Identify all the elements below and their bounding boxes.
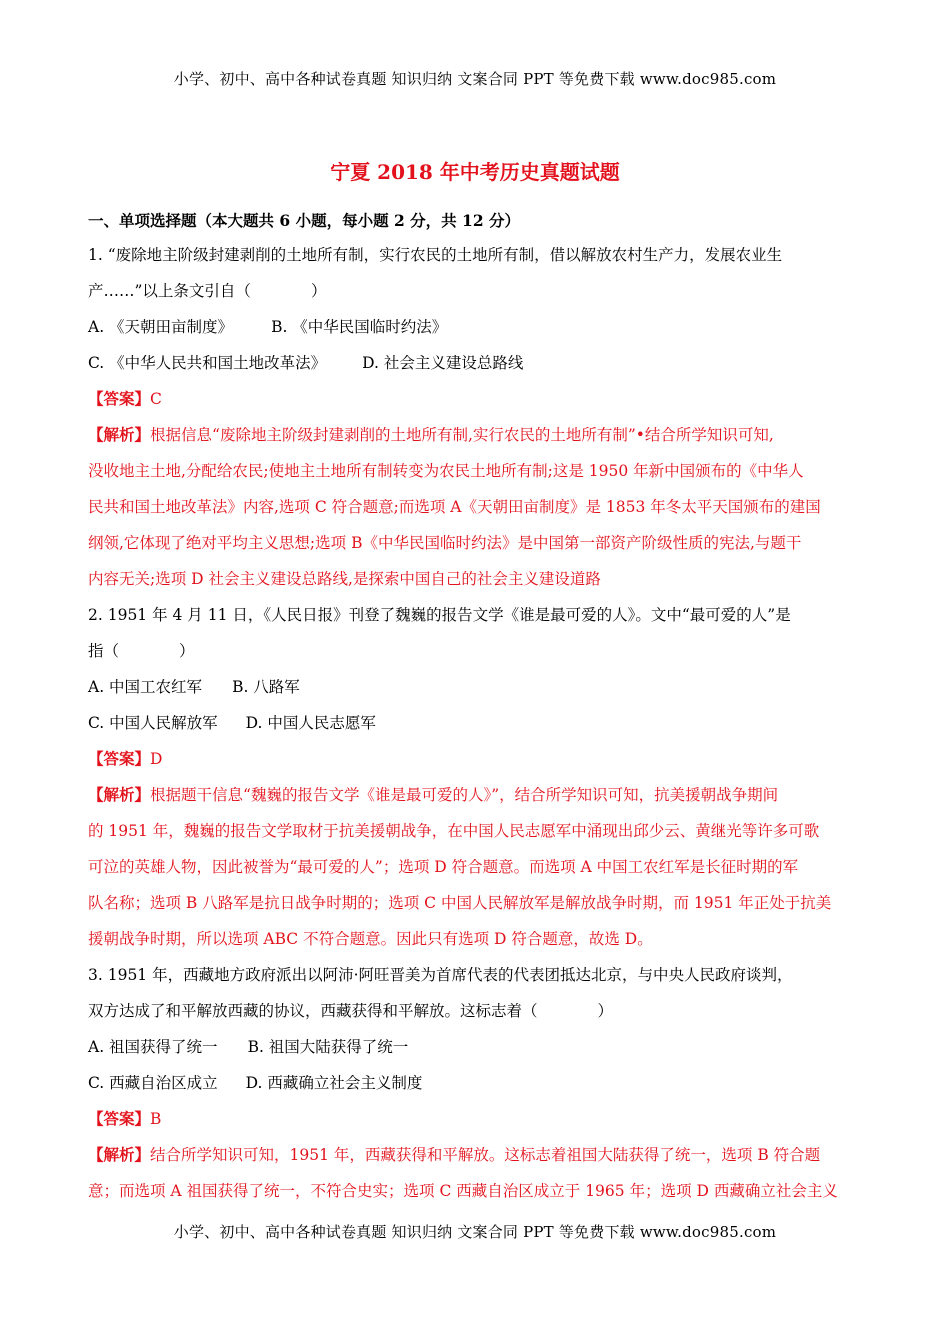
q3-stem-close: ） — [597, 1002, 614, 1020]
q3-option-a: A. 祖国获得了统一 — [88, 1038, 218, 1056]
answer-tag: 【答案】 — [88, 1109, 151, 1128]
q3-option-d: D. 西藏确立社会主义制度 — [245, 1074, 423, 1092]
analysis-tag: 【解析】 — [88, 425, 151, 444]
questions-body — [88, 240, 868, 1212]
q1-analysis-line5: 内容无关;选项 D 社会主义建设总路线,是探索中国自己的社会主义建设道路 — [88, 570, 601, 588]
q1-stem-text: 产……”以上条文引自（ — [88, 282, 251, 300]
q1-option-c: C. 《中华人民共和国土地改革法》 — [88, 354, 327, 372]
answer-value: B — [150, 1110, 162, 1128]
page-footer: 小学、初中、高中各种试卷真题 知识归纳 文案合同 PPT 等免费下载 www.doc985.com — [173, 1223, 777, 1241]
q3-analysis-line2: 意；而选项 A 祖国获得了统一，不符合史实；选项 C 西藏自治区成立于 1965 年；选项 D 西藏确立社会主义 — [88, 1182, 838, 1200]
answer-tag: 【答案】 — [88, 389, 151, 408]
q2-analysis-line2: 的 1951 年，魏巍的报告文学取材于抗美援朝战争，在中国人民志愿军中涌现出邱少云、黄继光等许多可歌 — [88, 822, 820, 840]
q2-options-row2 — [88, 708, 868, 744]
q3-stem-text: 双方达成了和平解放西藏的协议，西藏获得和平解放。这标志着（ — [88, 1002, 538, 1020]
page-title: 宁夏 2018 年中考历史真题试题 — [330, 160, 620, 184]
q3-stem-line2 — [88, 996, 868, 1032]
q1-option-d: D. 社会主义建设总路线 — [362, 354, 524, 372]
q2-analysis-line4: 队名称；选项 B 八路军是抗日战争时期的；选项 C 中国人民解放军是解放战争时期，而 1951 年正处于抗美 — [88, 894, 832, 912]
q2-analysis-line1 — [88, 780, 868, 816]
q2-option-a: A. 中国工农红军 — [88, 678, 203, 696]
q3-analysis-line1 — [88, 1140, 868, 1176]
q2-option-d: D. 中国人民志愿军 — [245, 714, 376, 732]
q1-analysis-line4: 纲领,它体现了绝对平均主义思想;选项 B《中华民国临时约法》是中国第一部资产阶级性质的宪法,与题干 — [88, 534, 802, 552]
q1-options-row2 — [88, 348, 868, 384]
q1-analysis-line2: 没收地主土地,分配给农民;使地主土地所有制转变为农民土地所有制;这是 1950 年新中国颁布的《中华人 — [88, 462, 804, 480]
q1-options-row1 — [88, 312, 868, 348]
q2-option-c: C. 中国人民解放军 — [88, 714, 218, 732]
q2-analysis-line3: 可泣的英雄人物，因此被誉为“最可爱的人”；选项 D 符合题意。而选项 A 中国工农红军是长征时期的军 — [88, 858, 799, 876]
q2-stem-close: ） — [179, 642, 195, 660]
q2-answer — [88, 744, 868, 780]
q2-stem-line1: 2. 1951 年 4 月 11 日，《人民日报》刊登了魏巍的报告文学《谁是最可爱的人》。文中“最可爱的人”是 — [88, 606, 791, 624]
analysis-tag: 【解析】 — [88, 1145, 151, 1164]
q1-stem-close: ） — [310, 282, 327, 300]
q2-analysis-line5: 援朝战争时期，所以选项 ABC 不符合题意。因此只有选项 D 符合题意，故选 D。 — [88, 930, 653, 948]
answer-tag: 【答案】 — [88, 749, 151, 768]
analysis-text: 根据信息“废除地主阶级封建剥削的土地所有制,实行农民的土地所有制”•结合所学知识可知, — [150, 426, 774, 444]
q1-analysis-line3: 民共和国土地改革法》内容,选项 C 符合题意;而选项 A《天朝田亩制度》是 1853 年冬太平天国颁布的建国 — [88, 498, 821, 516]
analysis-tag: 【解析】 — [88, 785, 151, 804]
q3-options-row1 — [88, 1032, 868, 1068]
q1-stem-line1: 1. “废除地主阶级封建剥削的土地所有制，实行农民的土地所有制，借以解放农村生产力，发展农业生 — [88, 246, 783, 264]
page-header: 小学、初中、高中各种试卷真题 知识归纳 文案合同 PPT 等免费下载 www.doc985.com — [173, 70, 777, 88]
q2-stem-line2 — [88, 636, 868, 672]
q1-stem-line2 — [88, 276, 868, 312]
q1-analysis-line1 — [88, 420, 868, 456]
q3-option-b: B. 祖国大陆获得了统一 — [247, 1038, 409, 1056]
q3-option-c: C. 西藏自治区成立 — [88, 1074, 218, 1092]
q3-answer — [88, 1104, 868, 1140]
q1-option-b: B. 《中华民国临时约法》 — [271, 318, 448, 336]
q3-stem-line1: 3. 1951 年，西藏地方政府派出以阿沛·阿旺晋美为首席代表的代表团抵达北京，与中央人民政府谈判， — [88, 966, 793, 984]
q2-stem-text: 指（ — [88, 642, 120, 660]
q1-option-a: A. 《天朝田亩制度》 — [88, 318, 234, 336]
analysis-text: 结合所学知识可知，1951 年，西藏获得和平解放。这标志着祖国大陆获得了统一，选项 B 符合题 — [150, 1146, 821, 1164]
analysis-text: 根据题干信息“魏巍的报告文学《谁是最可爱的人》”，结合所学知识可知，抗美援朝战争期间 — [150, 786, 779, 804]
answer-value: C — [150, 390, 162, 408]
q2-option-b: B. 八路军 — [232, 678, 300, 696]
q1-answer — [88, 384, 868, 420]
q3-options-row2 — [88, 1068, 868, 1104]
answer-value: D — [150, 750, 163, 768]
section-heading: 一、单项选择题（本大题共 6 小题，每小题 2 分，共 12 分） — [88, 211, 521, 230]
q2-options-row1 — [88, 672, 868, 708]
